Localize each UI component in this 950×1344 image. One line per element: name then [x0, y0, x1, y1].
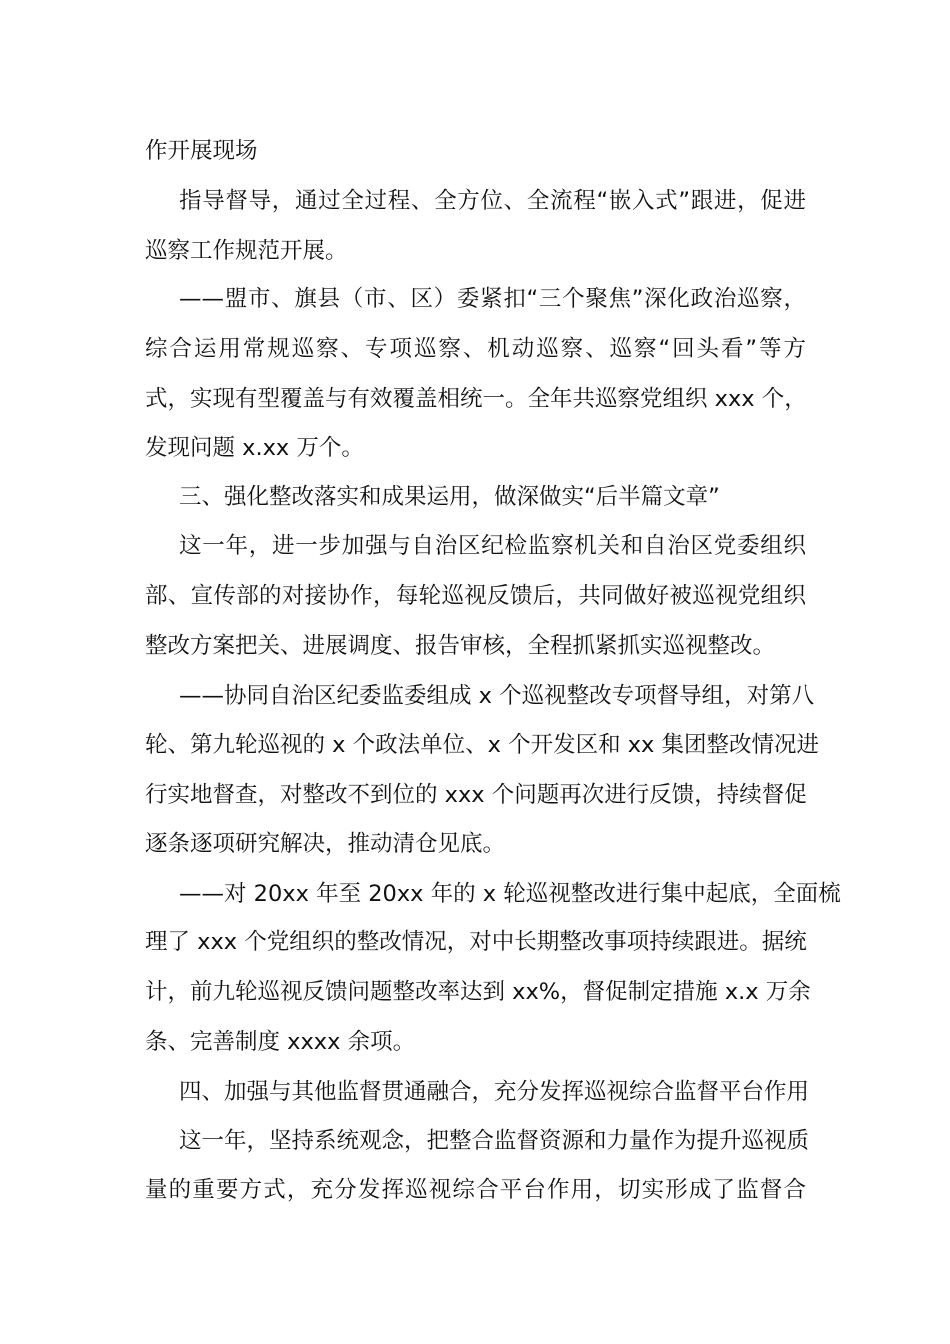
text-line-19: 条、完善制度 xxxx 余项。: [145, 1029, 416, 1055]
text-line-1: 作开展现场: [145, 138, 258, 164]
text-line-9: 这一年，进一步加强与自治区纪检监察机关和自治区党委组织: [179, 533, 806, 559]
text-line-4: ——盟市、旗县（市、区）委紧扣“三个聚焦”深化政治巡察，: [179, 286, 806, 312]
text-line-21: 这一年，坚持系统观念，把整合监督资源和力量作为提升巡视质: [179, 1128, 810, 1154]
text-line-11: 整改方案把关、进展调度、报告审核，全程抓紧抓实巡视整改。: [145, 633, 776, 659]
text-line-14: 行实地督查，对整改不到位的 xxx 个问题再次进行反馈，持续督促: [145, 782, 807, 808]
text-line-10: 部、宣传部的对接协作，每轮巡视反馈后，共同做好被巡视党组织: [145, 583, 806, 609]
text-line-7: 发现问题 x.xx 万个。: [145, 435, 364, 461]
text-line-16: ——对 20xx 年至 20xx 年的 x 轮巡视整改进行集中起底，全面梳: [179, 881, 841, 907]
section-heading-3: 三、强化整改落实和成果运用，做深做实“后半篇文章”: [179, 484, 720, 510]
text-line-3: 巡察工作规范开展。: [145, 238, 348, 264]
text-line-17: 理了 xxx 个党组织的整改情况，对中长期整改事项持续跟进。据统: [145, 929, 807, 955]
text-line-2: 指导督导，通过全过程、全方位、全流程“嵌入式”跟进，促进: [179, 188, 806, 214]
text-line-13: 轮、第九轮巡视的 x 个政法单位、x 个开发区和 xx 集团整改情况进: [145, 732, 820, 758]
text-line-6: 式，实现有型覆盖与有效覆盖相统一。全年共巡察党组织 xxx 个，: [145, 386, 807, 412]
section-heading-4: 四、加强与其他监督贯通融合，充分发挥巡视综合监督平台作用: [179, 1079, 810, 1105]
text-line-22: 量的重要方式，充分发挥巡视综合平台作用，切实形成了监督合: [145, 1177, 806, 1203]
text-line-12: ——协同自治区纪委监委组成 x 个巡视整改专项督导组，对第八: [179, 683, 815, 709]
text-line-18: 计，前九轮巡视反馈问题整改率达到 xx%，督促制定措施 x.x 万余: [145, 979, 811, 1005]
text-line-15: 逐条逐项研究解决，推动清仓见底。: [145, 831, 506, 857]
text-line-5: 综合运用常规巡察、专项巡察、机动巡察、巡察“回头看”等方: [145, 336, 806, 362]
